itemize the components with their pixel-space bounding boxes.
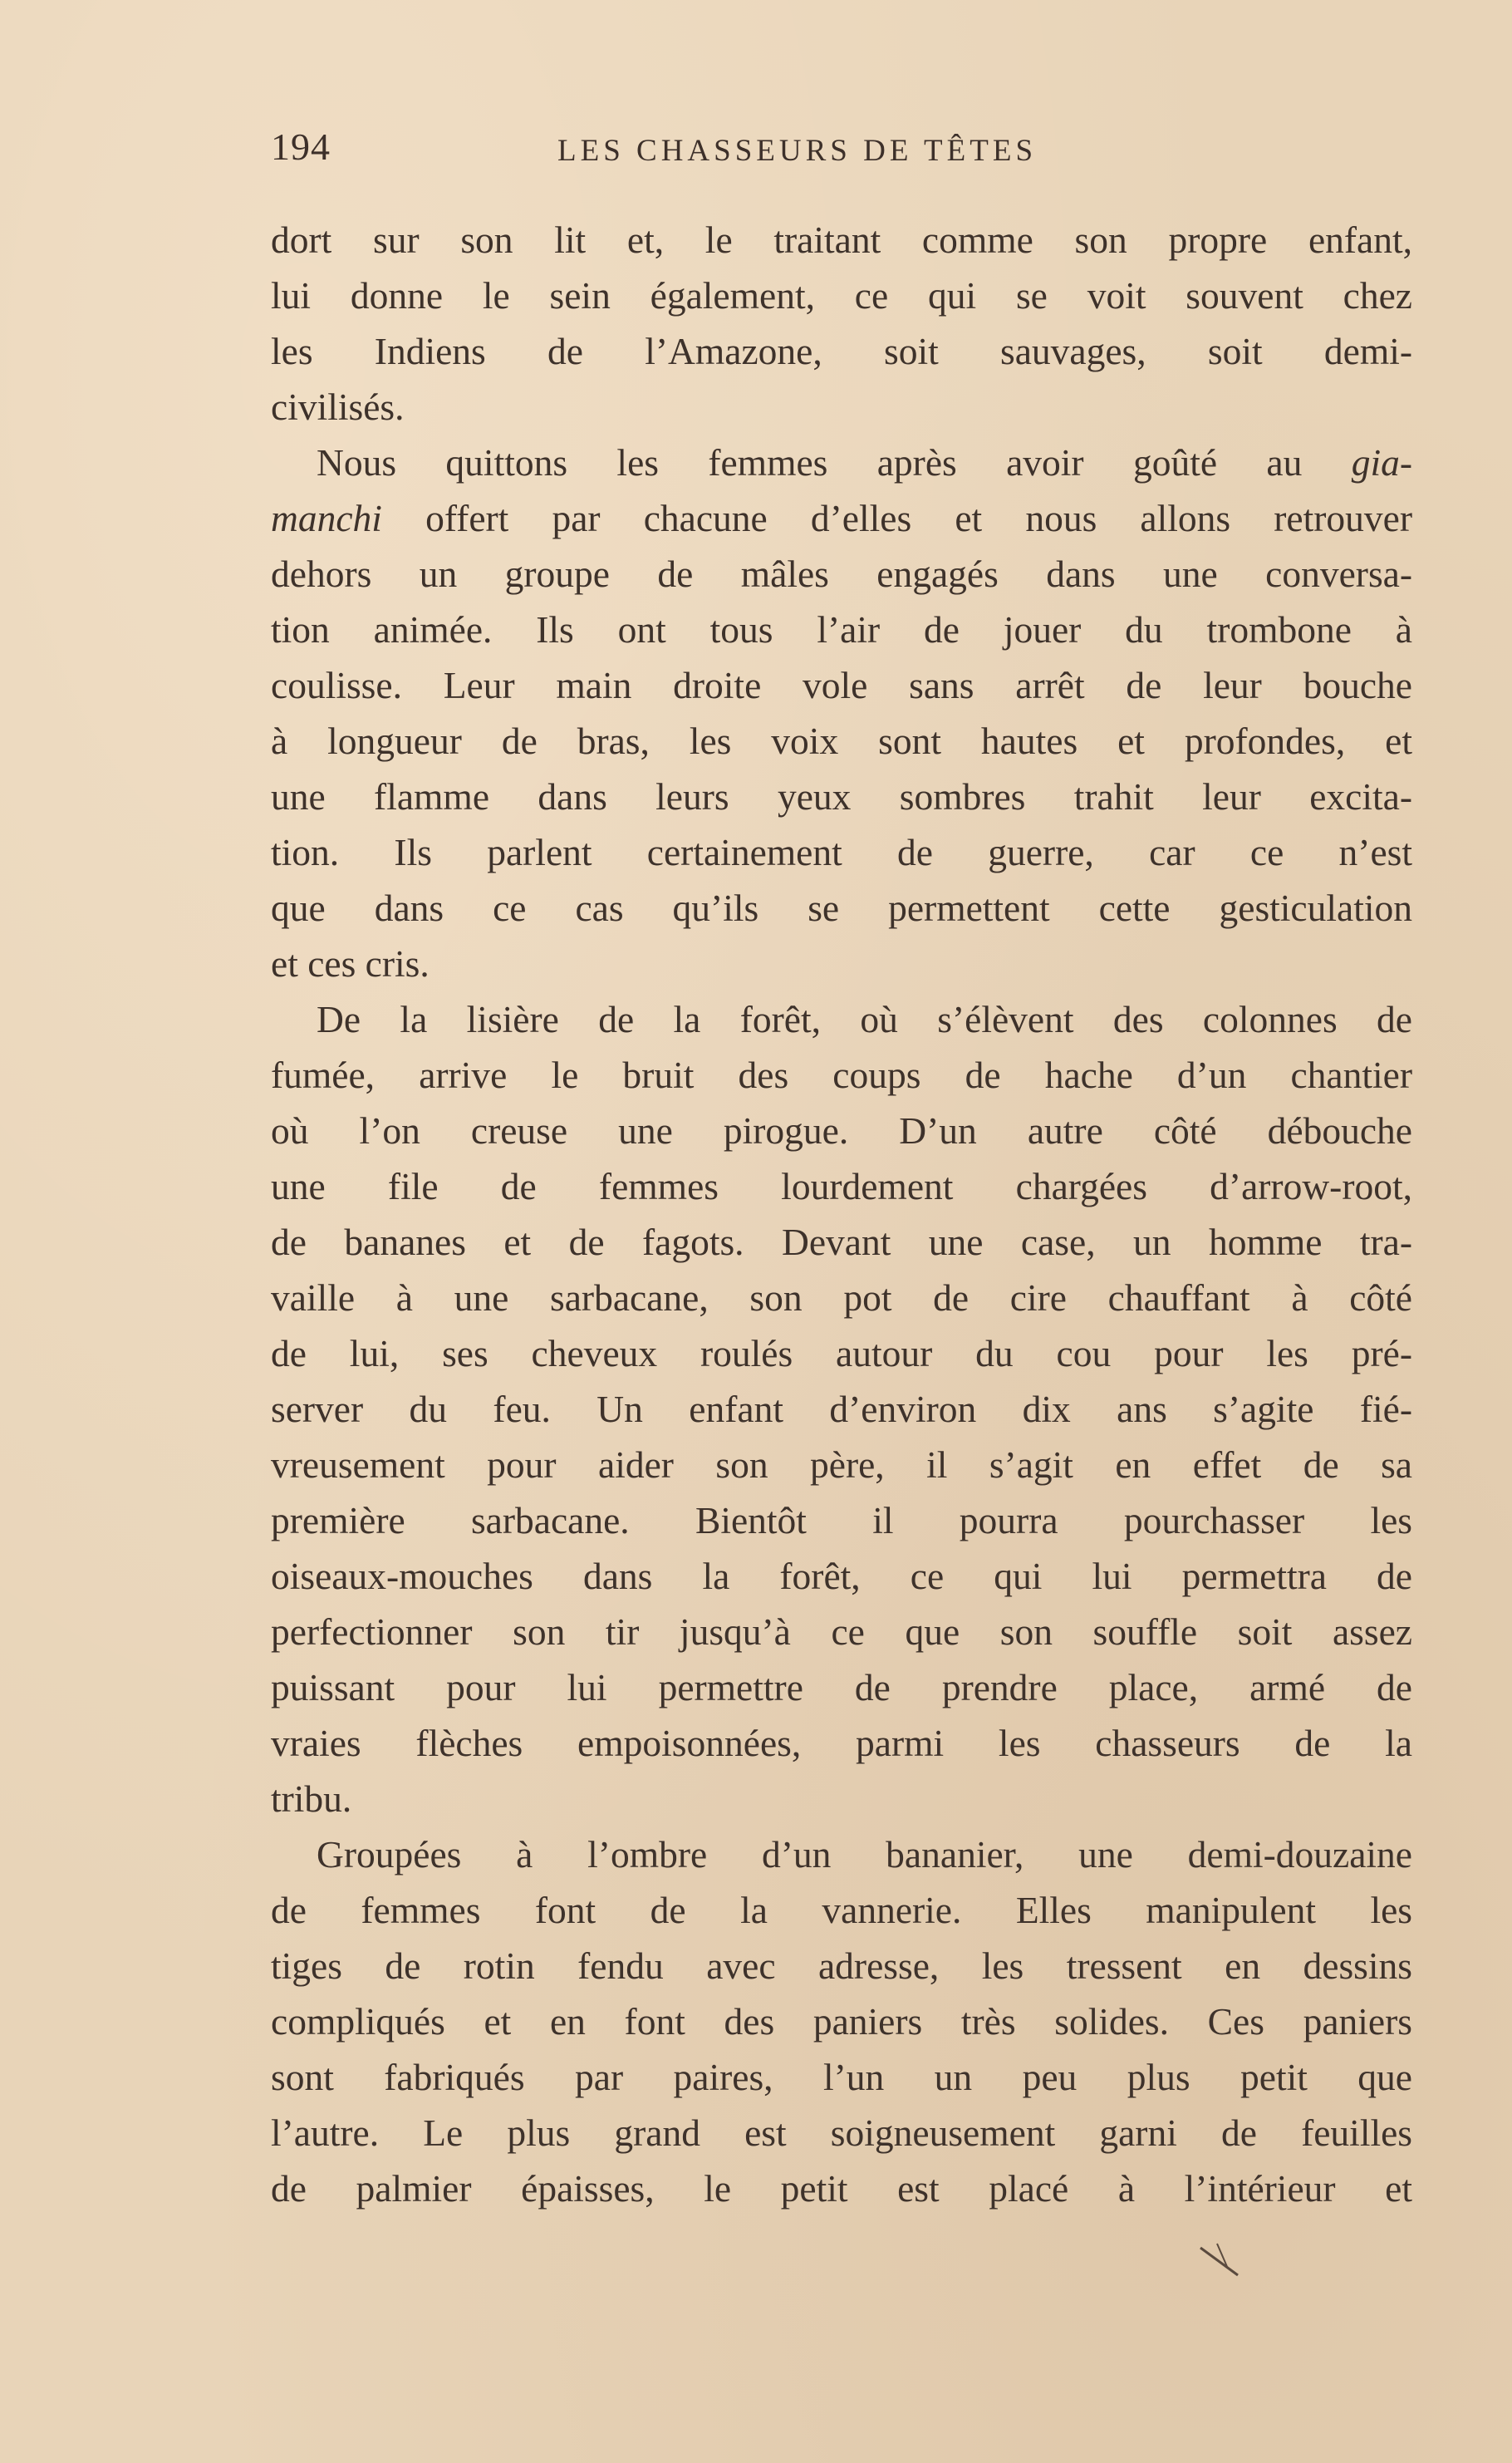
text-line: oiseaux-mouches dans la forêt, ce qui lui permettra de [271, 1555, 1412, 1597]
text-line: de femmes font de la vannerie. Elles manipulent les [271, 1889, 1412, 1931]
text-line: de bananes et de fagots. Devant une case, un homme tra- [271, 1221, 1412, 1263]
text-line: server du feu. Un enfant d’environ dix ans s’agite fié- [271, 1388, 1412, 1430]
text-line: puissant pour lui permettre de prendre place, armé de [271, 1666, 1412, 1708]
page-header [271, 125, 1412, 183]
body-text [271, 212, 1412, 2216]
text-line: dort sur son lit et, le traitant comme son propre enfant, [271, 219, 1412, 261]
pen-mark [1217, 2244, 1228, 2269]
text-line: et ces cris. [271, 942, 430, 985]
text-line: fumée, arrive le bruit des coups de hache d’un chantier [271, 1054, 1412, 1096]
text-line: Groupées à l’ombre d’un bananier, une demi-douzaine [317, 1833, 1412, 1876]
text-line: sont fabriqués par paires, l’un un peu plus petit que [271, 2056, 1412, 2098]
text-line: vraies flèches empoisonnées, parmi les chasseurs de la [271, 1722, 1412, 1764]
text-line: tiges de rotin fendu avec adresse, les tressent en dessins [271, 1944, 1412, 1987]
text-line: vaille à une sarbacane, son pot de cire chauffant à côté [271, 1276, 1412, 1319]
text-line: civilisés. [271, 386, 405, 428]
text-line: Nous quittons les femmes après avoir goûté au gia- [317, 441, 1412, 484]
text-line: une file de femmes lourdement chargées d’arrow-root, [271, 1165, 1412, 1207]
text-line: lui donne le sein également, ce qui se voit souvent chez [271, 274, 1412, 317]
text-line: tribu. [271, 1777, 352, 1820]
text-line: de palmier épaisses, le petit est placé à l’intérieur et [271, 2167, 1412, 2210]
text-line: une flamme dans leurs yeux sombres trahit leur excita- [271, 775, 1412, 818]
text-line: manchi offert par chacune d’elles et nous allons retrouver [271, 497, 1412, 539]
text-line: tion. Ils parlent certainement de guerre, car ce n’est [271, 831, 1412, 873]
text-line: coulisse. Leur main droite vole sans arrêt de leur bouche [271, 664, 1412, 706]
pen-mark [1200, 2248, 1238, 2275]
text-line: tion animée. Ils ont tous l’air de jouer du trombone à [271, 608, 1412, 651]
text-line: les Indiens de l’Amazone, soit sauvages, soit demi- [271, 330, 1412, 372]
running-title: LES CHASSEURS DE TÊTES [557, 134, 1038, 168]
text-line: dehors un groupe de mâles engagés dans une conversa- [271, 553, 1412, 595]
text-line: de lui, ses cheveux roulés autour du cou pour les pré- [271, 1332, 1412, 1374]
text-line: première sarbacane. Bientôt il pourra pourchasser les [271, 1499, 1412, 1541]
text-line: où l’on creuse une pirogue. D’un autre côté débouche [271, 1109, 1412, 1152]
text-line: que dans ce cas qu’ils se permettent cette gesticulation [271, 887, 1412, 929]
text-line: perfectionner son tir jusqu’à ce que son souffle soit assez [271, 1610, 1412, 1653]
text-line: l’autre. Le plus grand est soigneusement garni de feuilles [271, 2111, 1412, 2154]
text-line: à longueur de bras, les voix sont hautes et profondes, et [271, 720, 1412, 762]
text-line: vreusement pour aider son père, il s’agit en effet de sa [271, 1443, 1412, 1486]
text-line: De la lisière de la forêt, où s’élèvent des colonnes de [317, 998, 1412, 1040]
page-number: 194 [271, 125, 331, 168]
text-line: compliqués et en font des paniers très solides. Ces paniers [271, 2000, 1412, 2043]
